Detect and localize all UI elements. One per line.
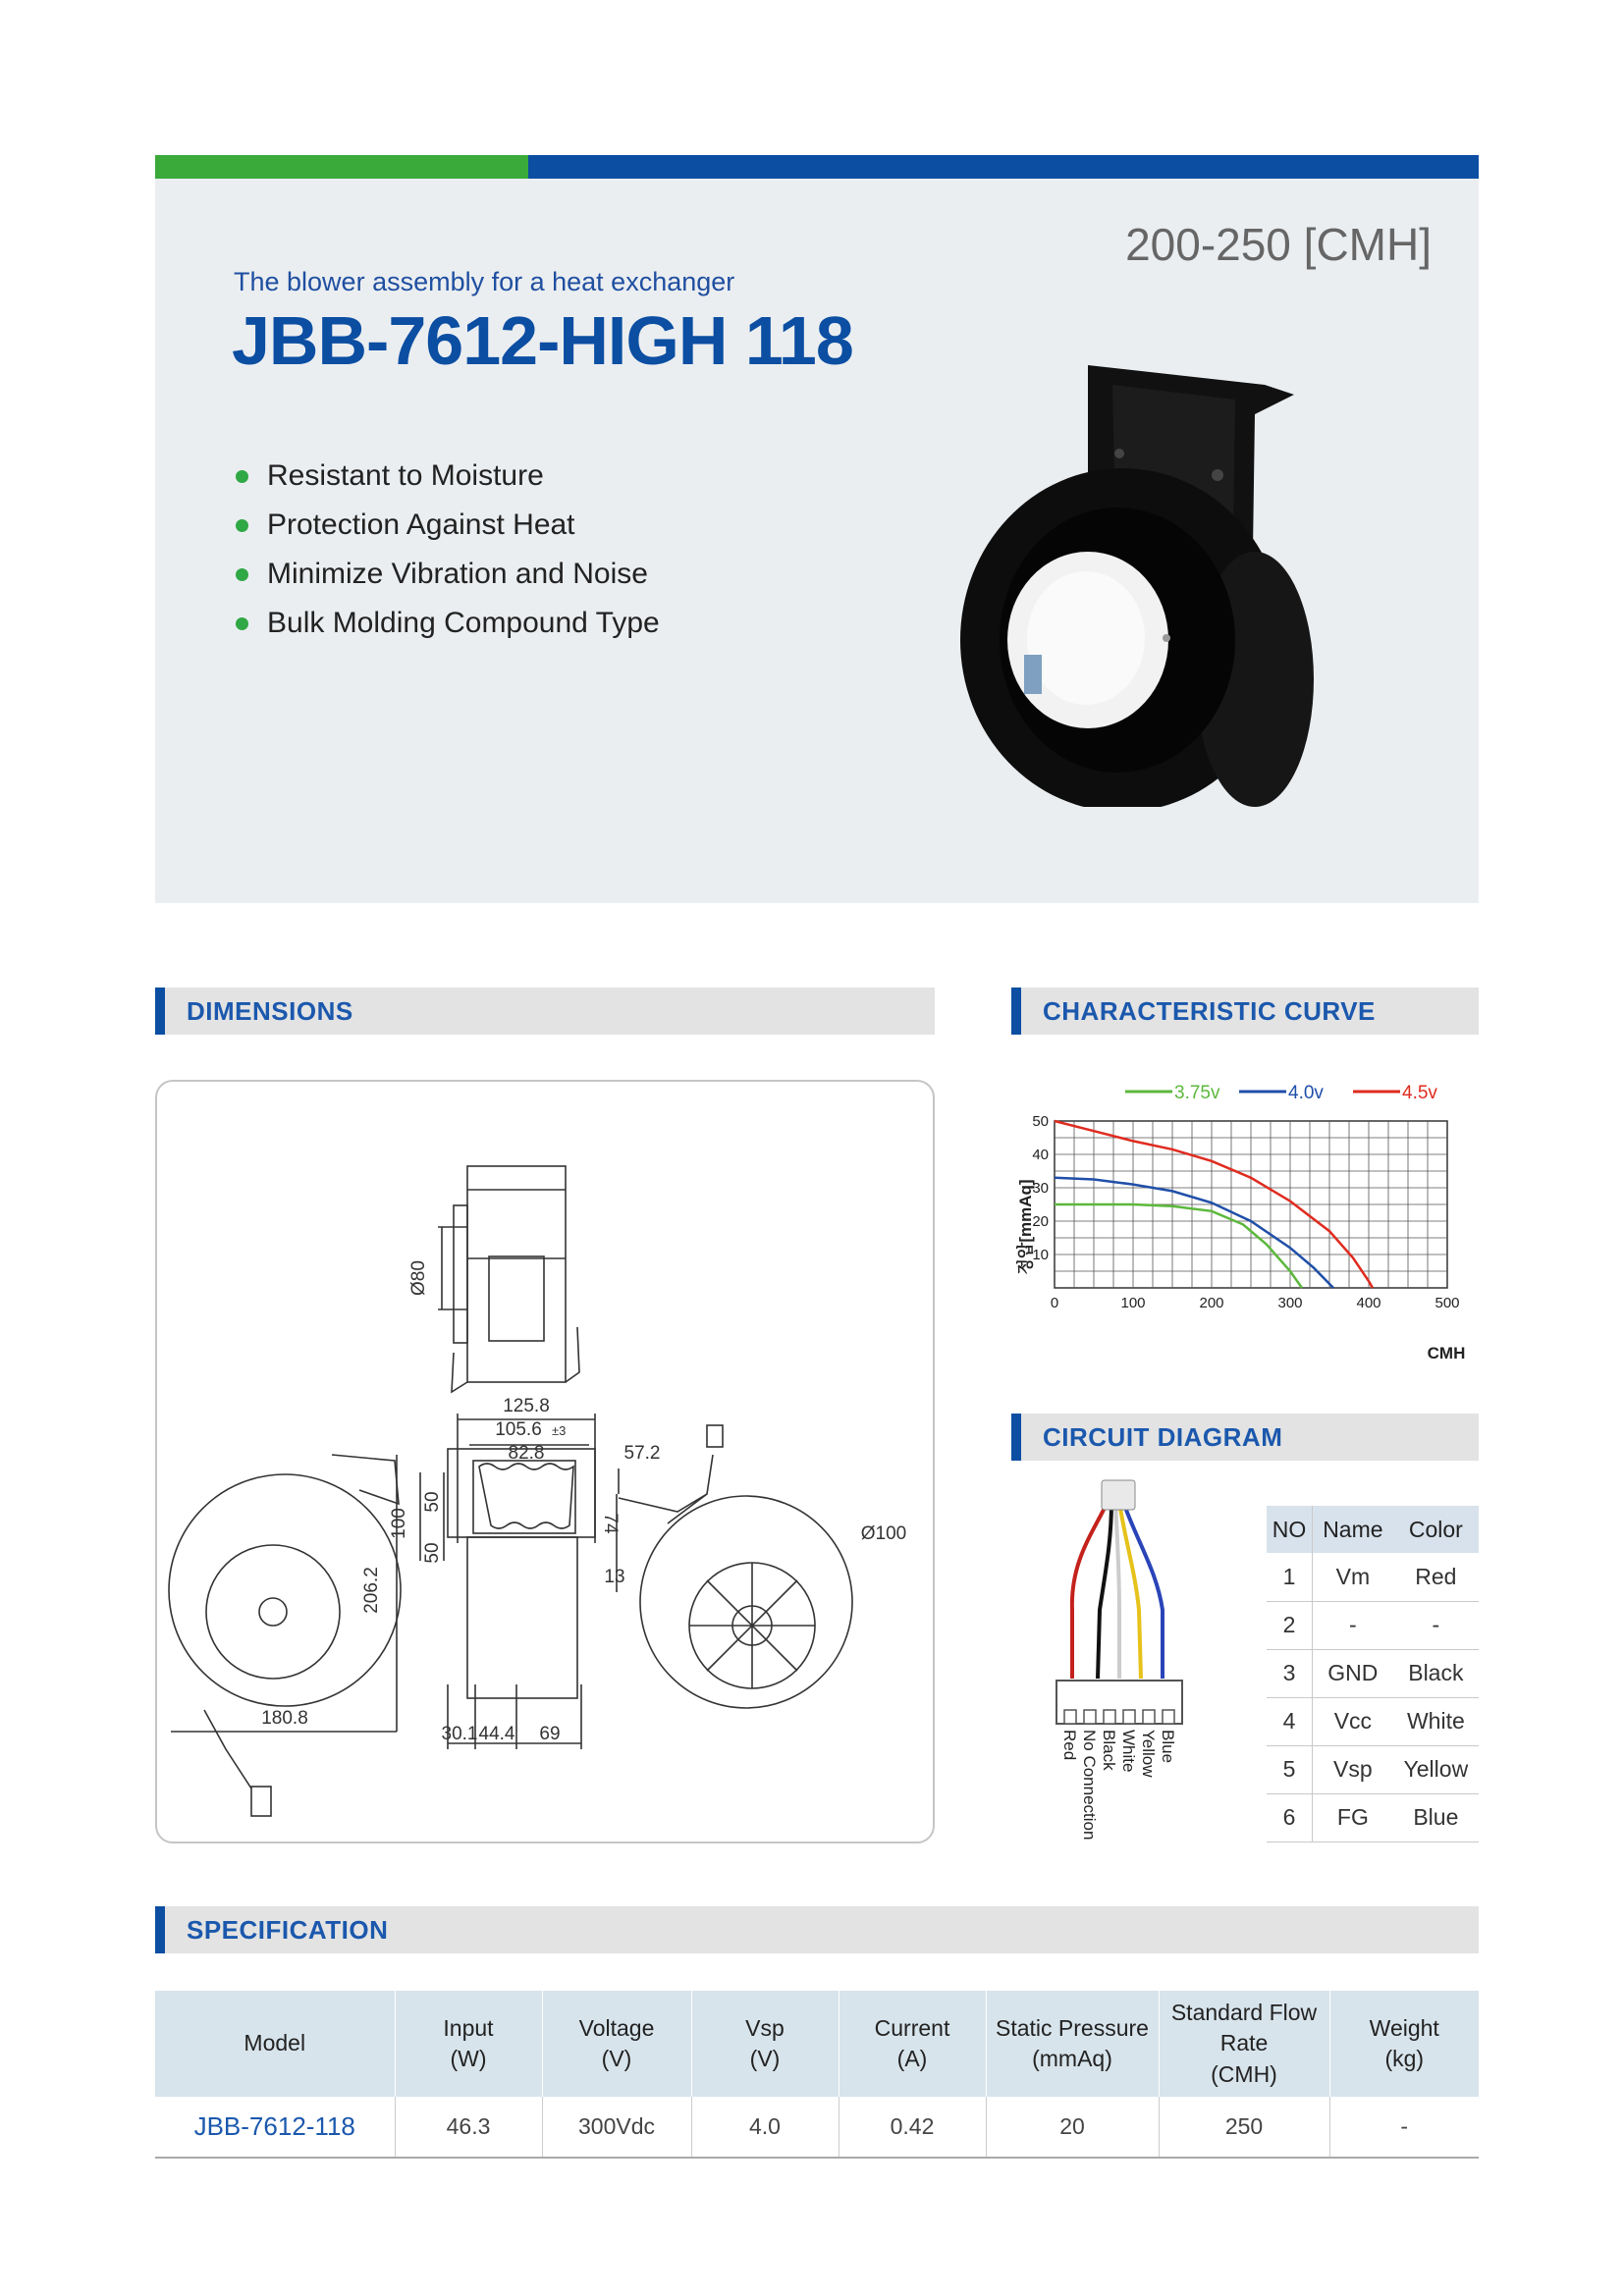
pin-color: Yellow bbox=[1393, 1745, 1479, 1793]
dim-206-2: 206.2 bbox=[361, 1567, 382, 1614]
table-row bbox=[155, 2097, 1479, 2158]
table-row bbox=[1267, 1745, 1479, 1793]
chart-x-tick: 300 bbox=[1277, 1295, 1303, 1311]
curve-svg bbox=[1011, 1070, 1479, 1374]
wiring-harness-svg bbox=[1051, 1472, 1218, 1845]
spec-current: 0.42 bbox=[839, 2097, 986, 2158]
hero-panel bbox=[155, 179, 1479, 903]
wire-label-yellow: Yellow bbox=[1139, 1730, 1158, 1778]
spec-header-line: Model bbox=[244, 2030, 306, 2056]
pin-no: 3 bbox=[1267, 1649, 1313, 1697]
pin-color: Blue bbox=[1393, 1793, 1479, 1842]
spec-header-line: (CMH) bbox=[1211, 2060, 1277, 2087]
pin-no: 1 bbox=[1267, 1553, 1313, 1601]
chart-y-tick: 20 bbox=[1032, 1213, 1049, 1230]
wiring-harness bbox=[1051, 1472, 1218, 1845]
feature-item: Bulk Molding Compound Type bbox=[236, 599, 660, 648]
chart-x-label: CMH bbox=[1427, 1344, 1466, 1362]
dim-100: 100 bbox=[389, 1508, 409, 1539]
cmh-range: 200-250 [CMH] bbox=[1125, 219, 1432, 270]
specification-table bbox=[155, 1991, 1479, 2159]
pin-table bbox=[1267, 1506, 1479, 1842]
pin-name: Vcc bbox=[1313, 1697, 1393, 1745]
spec-header-line: Static Pressure bbox=[996, 2014, 1149, 2041]
spec-header-line: (kg) bbox=[1384, 2046, 1425, 2071]
dimensions-header: DIMENSIONS bbox=[155, 988, 935, 1035]
spec-header-line: Weight bbox=[1369, 2014, 1439, 2041]
spec-vsp: 4.0 bbox=[691, 2097, 839, 2158]
spec-flow-rate: 250 bbox=[1159, 2097, 1329, 2158]
pin-no: 5 bbox=[1267, 1745, 1313, 1793]
pin-name: GND bbox=[1313, 1649, 1393, 1697]
legend-label: 3.75v bbox=[1174, 1083, 1220, 1103]
spec-header-vsp bbox=[691, 1991, 839, 2097]
wire-label-red: Red bbox=[1060, 1730, 1079, 1761]
dim-180-8: 180.8 bbox=[261, 1708, 308, 1729]
spec-voltage: 300Vdc bbox=[542, 2097, 691, 2158]
dim-105-6-tol: ±3 bbox=[552, 1423, 567, 1438]
pin-name: Vm bbox=[1313, 1553, 1393, 1601]
pin-header-no: NO bbox=[1267, 1506, 1313, 1553]
pin-name: Vsp bbox=[1313, 1745, 1393, 1793]
spec-header-line: (V) bbox=[749, 2046, 781, 2071]
chart-x-tick: 400 bbox=[1356, 1295, 1381, 1311]
feature-item: Protection Against Heat bbox=[236, 501, 660, 550]
spec-header-line: (mmAq) bbox=[1032, 2046, 1112, 2071]
pin-no: 4 bbox=[1267, 1697, 1313, 1745]
chart-y-tick: 10 bbox=[1032, 1247, 1049, 1263]
pin-table-header-row bbox=[1267, 1506, 1479, 1553]
feature-list bbox=[236, 452, 660, 648]
characteristic-curve-header: CHARACTERISTIC CURVE bbox=[1011, 988, 1479, 1035]
spec-header-weight bbox=[1329, 1991, 1479, 2097]
pin-color: Black bbox=[1393, 1649, 1479, 1697]
spec-static-pressure: 20 bbox=[986, 2097, 1159, 2158]
spec-model: JBB-7612-118 bbox=[155, 2097, 395, 2158]
pin-no: 6 bbox=[1267, 1793, 1313, 1842]
chart-x-tick: 100 bbox=[1120, 1295, 1146, 1311]
product-subtitle: The blower assembly for a heat exchanger bbox=[234, 267, 735, 296]
circuit-diagram-header: CIRCUIT DIAGRAM bbox=[1011, 1414, 1479, 1461]
spec-header-flow-rate bbox=[1159, 1991, 1329, 2097]
pin-header-name: Name bbox=[1313, 1506, 1393, 1553]
blower-product-photo bbox=[941, 355, 1392, 807]
chart-y-tick: 50 bbox=[1032, 1113, 1049, 1130]
dim-d80: Ø80 bbox=[408, 1260, 429, 1296]
dimensions-drawing-box bbox=[155, 1080, 935, 1843]
pin-no: 2 bbox=[1267, 1601, 1313, 1649]
chart-legend bbox=[1125, 1083, 1437, 1103]
feature-item: Minimize Vibration and Noise bbox=[236, 550, 660, 599]
pin-color: Red bbox=[1393, 1553, 1479, 1601]
wire-label-white: White bbox=[1119, 1730, 1138, 1773]
dim-82-8: 82.8 bbox=[508, 1443, 545, 1464]
top-bar-blue bbox=[528, 155, 1479, 179]
chart-x-tick: 200 bbox=[1199, 1295, 1224, 1311]
top-bar-green bbox=[155, 155, 528, 179]
chart-y-label: 정압[mmAq] bbox=[1016, 1179, 1035, 1275]
wire-label-black: Black bbox=[1100, 1730, 1118, 1771]
spec-header-line: Rate bbox=[1219, 2030, 1269, 2056]
pin-color: - bbox=[1393, 1601, 1479, 1649]
dim-50-top: 50 bbox=[422, 1491, 443, 1513]
spec-header-line: Input bbox=[443, 2014, 494, 2041]
dim-50-bottom: 50 bbox=[422, 1542, 443, 1564]
spec-header-line: Standard Flow bbox=[1170, 2000, 1318, 2026]
specification-header: SPECIFICATION bbox=[155, 1906, 1479, 1953]
table-row bbox=[1267, 1601, 1479, 1649]
dim-44-4: 44.4 bbox=[478, 1724, 515, 1744]
dim-125-8: 125.8 bbox=[503, 1396, 550, 1416]
spec-header-static-pressure bbox=[986, 1991, 1159, 2097]
table-row bbox=[1267, 1697, 1479, 1745]
spec-header-line: Vsp bbox=[745, 2014, 785, 2041]
spec-header-line: (W) bbox=[450, 2046, 487, 2071]
pin-name: FG bbox=[1313, 1793, 1393, 1842]
table-row bbox=[1267, 1649, 1479, 1697]
chart-y-tick: 30 bbox=[1032, 1180, 1049, 1197]
chart-x-tick: 500 bbox=[1435, 1295, 1460, 1311]
spec-header-row bbox=[155, 1991, 1479, 2097]
chart-y-tick: 40 bbox=[1032, 1147, 1049, 1163]
product-title: JBB-7612-HIGH 118 bbox=[232, 302, 853, 379]
wire-label-no-connection: No Connection bbox=[1080, 1730, 1099, 1841]
dim-105-6: 105.6 bbox=[495, 1419, 542, 1440]
feature-item: Resistant to Moisture bbox=[236, 452, 660, 501]
spec-header-line: Current bbox=[874, 2014, 950, 2041]
pin-color: White bbox=[1393, 1697, 1479, 1745]
spec-header-input bbox=[395, 1991, 542, 2097]
spec-header-voltage bbox=[542, 1991, 691, 2097]
top-color-bar bbox=[155, 155, 1479, 179]
legend-label: 4.0v bbox=[1288, 1083, 1324, 1103]
table-row bbox=[1267, 1553, 1479, 1601]
spec-weight: - bbox=[1329, 2097, 1479, 2158]
pin-name: - bbox=[1313, 1601, 1393, 1649]
wire-label-blue: Blue bbox=[1159, 1730, 1177, 1764]
dim-74: 74 bbox=[600, 1513, 621, 1534]
spec-header-line: (V) bbox=[601, 2046, 632, 2071]
spec-header-line: (A) bbox=[896, 2046, 928, 2071]
dim-d100: Ø100 bbox=[860, 1523, 907, 1544]
dim-69: 69 bbox=[539, 1724, 561, 1744]
table-row bbox=[1267, 1793, 1479, 1842]
spec-header-line: Voltage bbox=[578, 2014, 655, 2041]
dim-13: 13 bbox=[604, 1567, 625, 1587]
dim-30-1: 30.1 bbox=[441, 1724, 478, 1744]
spec-input: 46.3 bbox=[395, 2097, 542, 2158]
pin-header-color: Color bbox=[1393, 1506, 1479, 1553]
spec-header-current bbox=[839, 1991, 986, 2097]
chart-x-tick: 0 bbox=[1050, 1295, 1059, 1311]
characteristic-curve-chart bbox=[1011, 1070, 1479, 1374]
dim-57-2: 57.2 bbox=[623, 1443, 661, 1464]
dimensions-drawing bbox=[157, 1082, 937, 1845]
legend-label: 4.5v bbox=[1402, 1083, 1437, 1103]
spec-header-model bbox=[155, 1991, 395, 2097]
